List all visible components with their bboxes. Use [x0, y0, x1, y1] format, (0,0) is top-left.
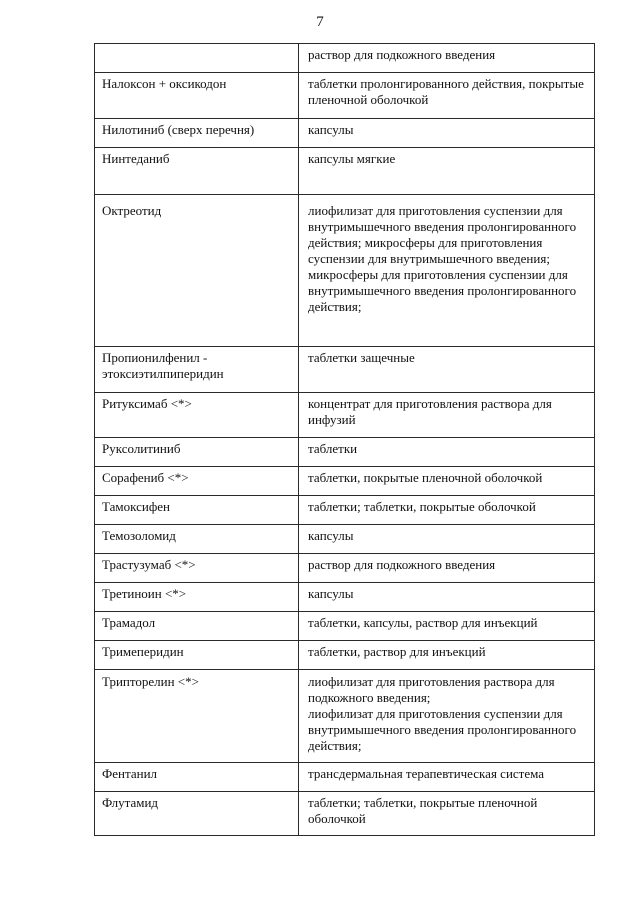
table-row	[95, 148, 595, 195]
dosage-form-cell: таблетки; таблетки, покрытые оболочкой	[299, 496, 595, 525]
drug-name-cell	[95, 44, 299, 73]
table-row	[95, 44, 595, 73]
dosage-form-cell: лиофилизат для приготовления суспензии для внутримышечного введения пролонгированного действия; микросферы для приготовления суспензии для внутримышечного введения; микросферы для приготовления суспензии для внутримышечного введения пролонгированного действия;	[299, 195, 595, 347]
table-row	[95, 525, 595, 554]
table-row	[95, 763, 595, 792]
drug-name-cell: Руксолитиниб	[95, 438, 299, 467]
dosage-form-cell: раствор для подкожного введения	[299, 44, 595, 73]
dosage-form-cell: капсулы	[299, 583, 595, 612]
dosage-form-cell: трансдермальная терапевтическая система	[299, 763, 595, 792]
table-row	[95, 612, 595, 641]
table-row	[95, 73, 595, 119]
dosage-form-cell: таблетки пролонгированного действия, покрытые пленочной оболочкой	[299, 73, 595, 119]
dosage-form-cell: капсулы	[299, 119, 595, 148]
drug-name-cell: Третиноин <*>	[95, 583, 299, 612]
dosage-form-cell: таблетки защечные	[299, 347, 595, 393]
table-row	[95, 583, 595, 612]
drug-name-cell: Нилотиниб (сверх перечня)	[95, 119, 299, 148]
table-row	[95, 393, 595, 438]
page-number: 7	[316, 14, 324, 30]
drug-name-cell: Пропионилфенил - этоксиэтилпиперидин	[95, 347, 299, 393]
table-row	[95, 554, 595, 583]
table-row	[95, 496, 595, 525]
drug-name-cell: Трипторелин <*>	[95, 670, 299, 763]
table-row	[95, 467, 595, 496]
drug-name-cell: Налоксон + оксикодон	[95, 73, 299, 119]
table-row	[95, 641, 595, 670]
table-row	[95, 792, 595, 836]
dosage-form-cell: таблетки, раствор для инъекций	[299, 641, 595, 670]
dosage-form-cell: таблетки; таблетки, покрытые пленочной оболочкой	[299, 792, 595, 836]
drug-name-cell: Трастузумаб <*>	[95, 554, 299, 583]
drug-name-cell: Октреотид	[95, 195, 299, 347]
dosage-form-cell: концентрат для приготовления раствора для инфузий	[299, 393, 595, 438]
dosage-form-cell: капсулы	[299, 525, 595, 554]
table-row	[95, 438, 595, 467]
drug-name-cell: Флутамид	[95, 792, 299, 836]
drug-name-cell: Нинтеданиб	[95, 148, 299, 195]
table-row	[95, 670, 595, 763]
drug-name-cell: Тамоксифен	[95, 496, 299, 525]
drug-name-cell: Трамадол	[95, 612, 299, 641]
dosage-form-cell: лиофилизат для приготовления раствора для подкожного введения; лиофилизат для приготовления суспензии для внутримышечного введения пролонгированного действия;	[299, 670, 595, 763]
dosage-form-cell: капсулы мягкие	[299, 148, 595, 195]
dosage-form-cell: раствор для подкожного введения	[299, 554, 595, 583]
table-row	[95, 195, 595, 347]
drug-name-cell: Ритуксимаб <*>	[95, 393, 299, 438]
dosage-form-cell: таблетки	[299, 438, 595, 467]
drug-table	[94, 43, 595, 836]
drug-name-cell: Тримеперидин	[95, 641, 299, 670]
dosage-form-cell: таблетки, покрытые пленочной оболочкой	[299, 467, 595, 496]
dosage-form-cell: таблетки, капсулы, раствор для инъекций	[299, 612, 595, 641]
drug-name-cell: Фентанил	[95, 763, 299, 792]
table-row	[95, 347, 595, 393]
drug-name-cell: Сорафениб <*>	[95, 467, 299, 496]
drug-name-cell: Темозоломид	[95, 525, 299, 554]
table-row	[95, 119, 595, 148]
